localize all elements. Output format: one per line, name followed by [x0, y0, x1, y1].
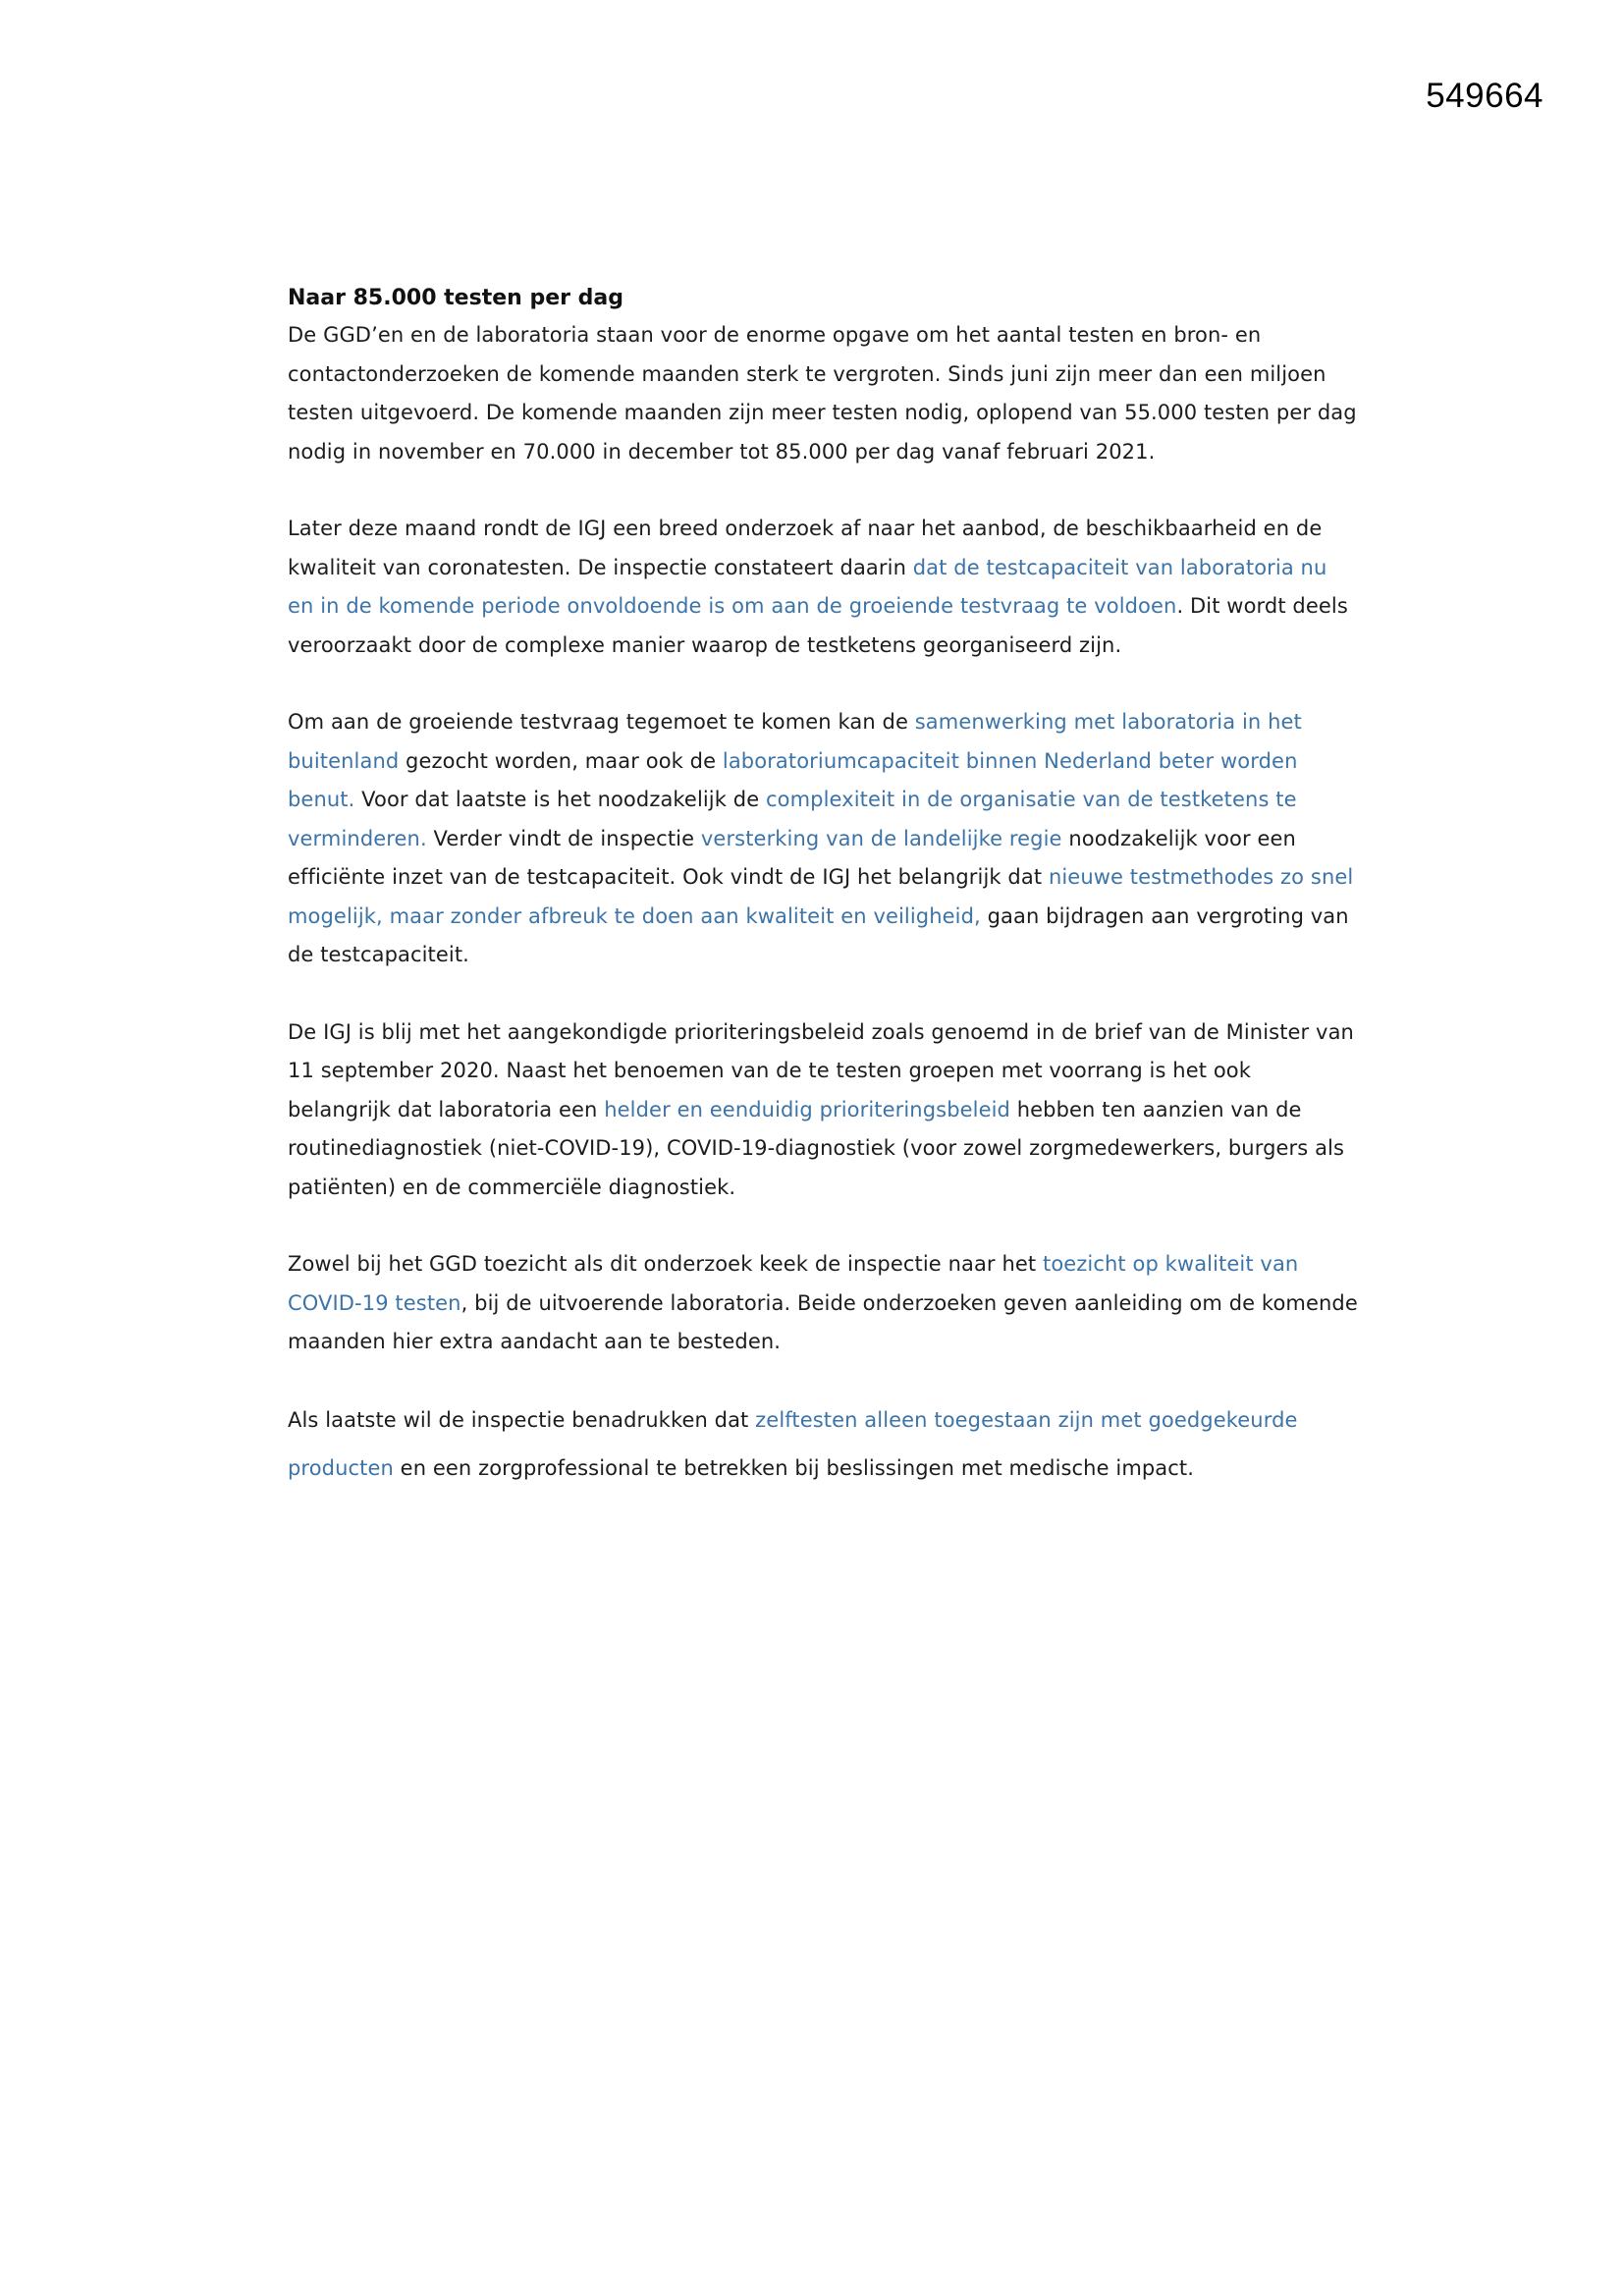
link-complexiteit-testketens[interactable]: complexiteit in de organisatie van de testketens te verminderen. [288, 788, 1297, 850]
paragraph-3-text-6: gaan bijdragen aan vergroting van de testcapaciteit. [288, 903, 1349, 966]
link-prioriteringsbeleid[interactable]: helder en eenduidig prioriteringsbeleid [604, 1097, 1010, 1121]
paragraph-6-text-1: Als laatste wil de inspectie benadrukken dat [288, 1407, 756, 1432]
paragraph-6 [288, 1396, 1358, 1493]
paragraph-3 [288, 703, 1358, 975]
paragraph-3-text-2: gezocht worden, maar ook de [399, 748, 723, 773]
link-testcapaciteit-onvoldoende[interactable]: dat de testcapaciteit van laboratoria nu en in de komende periode onvoldoende is om aan de groeiende testvraag te voldoen [288, 555, 1327, 618]
paragraph-5-text-1: Zowel bij het GGD toezicht als dit onderzoek keek de inspectie naar het [288, 1252, 1043, 1276]
link-samenwerking-buitenland[interactable]: samenwerking met laboratoria in het buitenland [288, 710, 1302, 773]
paragraph-4-text-1: De IGJ is blij met het aangekondigde prioriteringsbeleid zoals genoemd in de brief van de Minister van 11 september 2020. Naast het benoemen van de te testen groepen met voorrang is het ook belangrijk dat laboratoria een [288, 1019, 1354, 1121]
link-landelijke-regie[interactable]: versterking van de landelijke regie [700, 826, 1062, 850]
paragraph-5-text-2: , bij de uitvoerende laboratoria. Beide onderzoeken geven aanleiding om de komende maanden hier extra aandacht aan te besteden. [288, 1290, 1358, 1353]
document-body [288, 281, 1358, 1531]
paragraph-2-text-1: Later deze maand rondt de IGJ een breed onderzoek af naar het aanbod, de beschikbaarheid en de kwaliteit van coronatesten. De inspectie constateert daarin [288, 517, 1323, 579]
paragraph-2 [288, 510, 1358, 665]
paragraph-4 [288, 1013, 1358, 1208]
paragraph-3-text-3: Voor dat laatste is het noodzakelijk de [354, 788, 767, 811]
link-nieuwe-testmethodes[interactable]: nieuwe testmethodes zo snel mogelijk, maar zonder afbreuk te doen aan kwaliteit en veiligheid, [288, 865, 1354, 928]
section-heading: Naar 85.000 testen per dag [288, 286, 623, 310]
paragraph-3-text-5: noodzakelijk voor een efficiënte inzet van de testcapaciteit. Ook vindt de IGJ het belangrijk dat [288, 826, 1296, 889]
paragraph-4-text-2: hebben ten aanzien van de routinediagnostiek (niet-COVID-19), COVID-19-diagnostiek (voor zowel zorgmedewerkers, burgers als patiënten) en de commerciële diagnostiek. [288, 1097, 1345, 1199]
link-toezicht-kwaliteit[interactable]: toezicht op kwaliteit van COVID-19 testen [288, 1252, 1299, 1315]
document-number: 549664 [1426, 77, 1543, 115]
paragraph-6-text-2: en een zorgprofessional te betrekken bij beslissingen met medische impact. [393, 1455, 1195, 1480]
paragraph-5 [288, 1245, 1358, 1362]
paragraph-1: De GGD’en en de laboratoria staan voor de enorme opgave om het aantal testen en bron- en contactonderzoeken de komende maanden sterk te vergroten. Sinds juni zijn meer dan een miljoen testen uitgevoerd. De komende maanden zijn meer testen nodig, oplopend van 55.000 testen per dag nodig in november en 70.000 in december tot 85.000 per dag vanaf februari 2021. [288, 323, 1357, 464]
paragraph-2-text-2: . Dit wordt deels veroorzaakt door de complexe manier waarop de testketens georganiseerd zijn. [288, 594, 1348, 657]
link-zelftesten[interactable]: zelftesten alleen toegestaan zijn met goedgekeurde producten [288, 1407, 1298, 1480]
paragraph-3-text-4: Verder vindt de inspectie [426, 826, 701, 850]
link-laboratoriumcapaciteit[interactable]: laboratoriumcapaciteit binnen Nederland beter worden benut. [288, 748, 1298, 811]
paragraph-3-text-1: Om aan de groeiende testvraag tegemoet te komen kan de [288, 710, 915, 734]
